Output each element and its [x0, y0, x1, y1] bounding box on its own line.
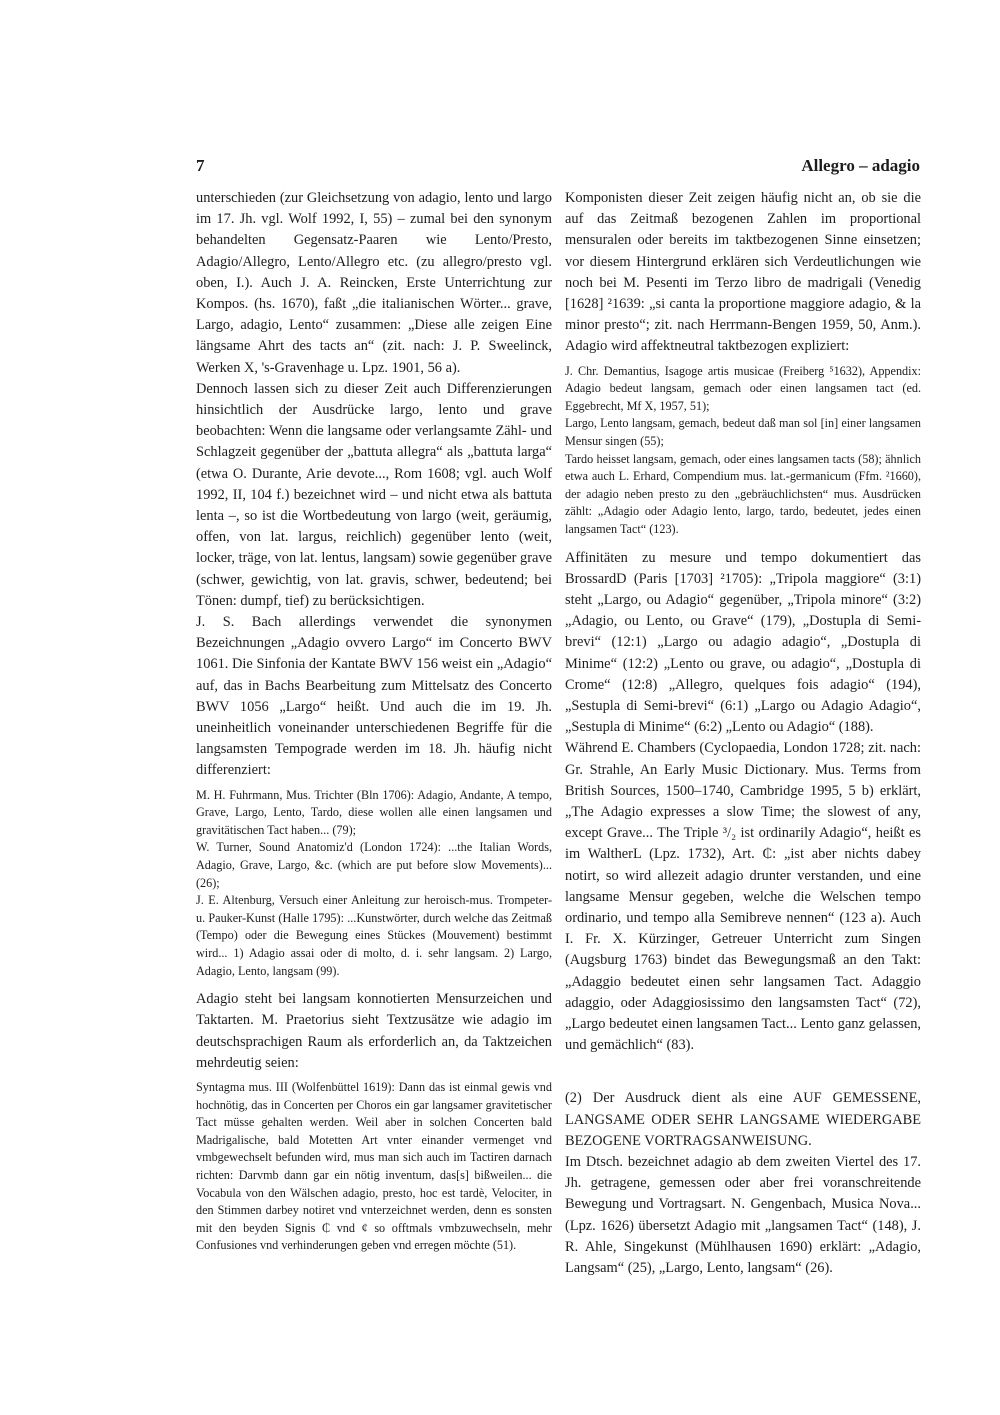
- page-number: 7: [196, 156, 205, 175]
- right-column: [565, 188, 921, 1279]
- right-paragraph-3: Während E. Chambers (Cyclopaedia, London 1728; zit. nach: Gr. Strahle, An Early Music Dictionary. Mus. Terms from British Sources, 1500–1740, Cambridge 1995, 5 b) erklärt, „The Adagio expresses a slow Time; the slowest of any, except Grave... The Triple ³/₂ ist ordinarily Adagio“, heißt es im WaltherL (Lpz. 1732), Art. ₵: „ist aber nichts dabey notirt, so wird allezeit adagio drunter verstanden, und eine langsame Mensur gegeben, welche die Welschen tempo ordinario, und tempo alla Semibreve nennen“ (123 a). Auch I. Fr. X. Kürzinger, Getreuer Unterricht zum Singen (Augsburg 1763) bindet das Bewegungsmaß an den Takt: „Adaggio bedeutet einen sehr langsamen Tact. Adaggio adaggio, oder Adaggiosissimo den langsamsten Tact“ (72), „Largo bedeutet einen langsamen Tact... Lento ganz gelassen, und gemächlich“ (83).: [565, 740, 921, 1054]
- right-citation-block-1: [565, 363, 921, 539]
- left-paragraph-2: Dennoch lassen sich zu dieser Zeit auch Differenzierungen hinsichtlich der Ausdrücke largo, lento und grave beobachten: Wenn die langsame oder verlangsamte Zähl- und Schlagzeit gegenüber der „battuta allegra“ als „battuta larga“ (etwa O. Durante, Arie devote..., Rom 1608; vgl. auch Wolf 1992, II, 104 f.) bezeichnet wird – und nicht etwa als battuta lenta –, so ist die Wortbedeutung von largo (weit, geräumig, offen, von lat. largus, reichlich) gegenüber lento (weit, locker, träge, von lat. lentus, langsam) sowie gegenüber grave (schwer, gewichtig, von lat. gravis, schwer, bedeutend; bei Tönen: dumpf, tief) zu berücksichtigen.: [196, 380, 552, 609]
- left-paragraph-4: Adagio steht bei langsam konnotierten Mensurzeichen und Taktarten. M. Praetorius sieht Textzusätze wie adagio im deutschsprachigen Raum als erforderlich an, da Taktzeichen mehrdeutig seien:: [196, 991, 552, 1071]
- left-paragraph-3: J. S. Bach allerdings verwendet die synonymen Bezeichnungen „Adagio ovvero Largo“ im Concerto BWV 1061. Die Sinfonia der Kantate BWV 156 weist ein „Adagio“ auf, das in Bachs Bearbeitung zum Mittelsatz des Concerto BWV 1056 „Largo“ heißt. Und auch die im 19. Jh. uneinheitlich voneinander unterschiedenen Begriffe für die langsamsten Tempograde werden im 18. Jh. häufig nicht differenziert:: [196, 614, 552, 779]
- right-paragraph-4: (2) Der Ausdruck dient als eine AUF GEMESSENE, LANGSAME ODER SEHR LANGSAME WIEDERGABE BEZOGENE VORTRAGSANWEISUNG.: [565, 1090, 921, 1149]
- right-paragraph-2: Affinitäten zu mesure und tempo dokumentiert das BrossardD (Paris [1703] ²1705): „Tripola maggiore“ (3:1) steht „Largo, ou Adagio“ gegenüber, „Tripola minore“ (3:2) „Adagio, ou Lento, ou Grave“ (179), „Dostupla di Semi-brevi“ (12:1) „Largo ou adagio adagio“, „Dostupla di Minime“ (12:2) „Lento ou grave, ou adagio“, „Dostupla di Crome“ (12:8) „Allegro, quelques fois adagio“ (194), „Sestupla di Semi-brevi“ (6:1) „Largo ou Adagio Adagio“, „Sestupla di Minime“ (6:2) „Lento ou Adagio“ (188).: [565, 549, 921, 736]
- right-paragraph-1: Komponisten dieser Zeit zeigen häufig nicht an, ob sie die auf das Zeitmaß bezogenen Zahlen im proportional mensuralen oder bereits im taktbezogenen Sinne einsetzen; vor diesem Hintergrund erklären sich Verdeutlichungen wie noch bei M. Pesenti im Terzo libro de madrigali (Venedig [1628] ²1639: „si canta la proportione maggiore adagio, & la minor presto“; zit. nach Herrmann-Bengen 1959, 50, Anm.). Adagio wird affektneutral taktbezogen expliziert:: [565, 190, 921, 355]
- section-gap: [565, 1056, 921, 1088]
- left-column: [196, 188, 552, 1264]
- citation-praetorius: Syntagma mus. III (Wolfenbüttel 1619): Dann das ist einmal gewis vnd hochnötig, das in Concerten per Choros ein gar langsamer gravitetischer Tact müsse gehalten werden. Weil aber in solchen Concerten bald Madrigalische, bald Motetten Art vnter einander vermenget vnd vmbgewechselt befunden wird, mus man sich auch im Tactiren darnach richten: Darvmb dann gar ein nötig inventum, das[s] bißweilen... die Vocabula von den Wälschen adagio, presto, hoc est tardè, Velociter, in den Stimmen darbey notiret vnd vnterzeichnet werden, denn es sonsten mit den beyden Signis ₵ vnd ¢ so offtmals vmbzuwechseln, mehr Confusiones vnd verhinderungen geben vnd erregen möchte (51).: [196, 1080, 552, 1253]
- citation-demantius: J. Chr. Demantius, Isagoge artis musicae (Freiberg ⁵1632), Appendix: Adagio bedeut langsam, gemach oder einen langsamen tact (ed. Eggebrecht, Mf X, 1957, 51);: [565, 363, 921, 413]
- running-head: Allegro – adagio: [801, 156, 920, 175]
- left-citation-block-1: [196, 787, 552, 981]
- citation-tardo: Tardo heisset langsam, gemach, oder eines langsamen tacts (58); ähnlich etwa auch L. Erhard, Compendium mus. lat.-germanicum (Ffm. ²1660), der adagio neben presto zu den „gebräuchlichsten“ mus. Ausdrücken zählt: „Adagio oder Adagio lento, largo, tardo, bedeutet, jedes einen langsamen Tact“ (123).: [565, 451, 921, 536]
- citation-turner: W. Turner, Sound Anatomiz'd (London 1724): ...the Italian Words, Adagio, Grave, Largo, &c. (which are put before slow Movements)... (26);: [196, 840, 552, 890]
- citation-altenburg: J. E. Altenburg, Versuch einer Anleitung zur heroisch-mus. Trompeter- u. Pauker-Kunst (Halle 1795): ...Kunstwörter, durch welche das Zeitmaß (Tempo) oder die Bewegung eines Stückes (Mouvement) bestimmt wird... 1) Adagio assai oder di molto, d. i. sehr langsam. 2) Largo, Adagio, Lento, langsam (99).: [196, 893, 552, 978]
- left-citation-block-2: [196, 1079, 552, 1255]
- citation-fuhrmann: M. H. Fuhrmann, Mus. Trichter (Bln 1706): Adagio, Andante, A tempo, Grave, Largo, Lento, Tardo, diese wollen alle einen langsamen und gravitätischen Tact haben... (79);: [196, 787, 552, 837]
- right-paragraph-5: Im Dtsch. bezeichnet adagio ab dem zweiten Viertel des 17. Jh. getragene, gemessen oder aber frei voranschreitende Bewegung und Vortragsart. N. Gengenbach, Musica Nova... (Lpz. 1626) übersetzt Adagio mit „langsamen Tact“ (148), J. R. Ahle, Singekunst (Mühlhausen 1690) erklärt: „Adagio, Langsam“ (25), „Largo, Lento, langsam“ (26).: [565, 1154, 921, 1277]
- left-paragraph-1: unterschieden (zur Gleichsetzung von adagio, lento und largo im 17. Jh. vgl. Wolf 1992, I, 55) – zumal bei den synonym behandelten Gegensatz-Paaren wie Lento/Presto, Adagio/Allegro, Lento/Allegro etc. (zu allegro/presto vgl. oben, I.). Auch J. A. Reincken, Erste Unterrichtung zur Kompos. (hs. 1670), faßt „die italianischen Wörter... grave, Largo, adagio, Lento“ zusammen: „Diese alle zeigen Eine längsame Ahrt des tacts an“ (zit. nach: J. P. Sweelinck, Werken X, 's-Gravenhage u. Lpz. 1901, 56 a).: [196, 190, 552, 376]
- citation-largo-lento: Largo, Lento langsam, gemach, bedeut daß man sol [in] einer langsamen Mensur singen (55);: [565, 416, 921, 448]
